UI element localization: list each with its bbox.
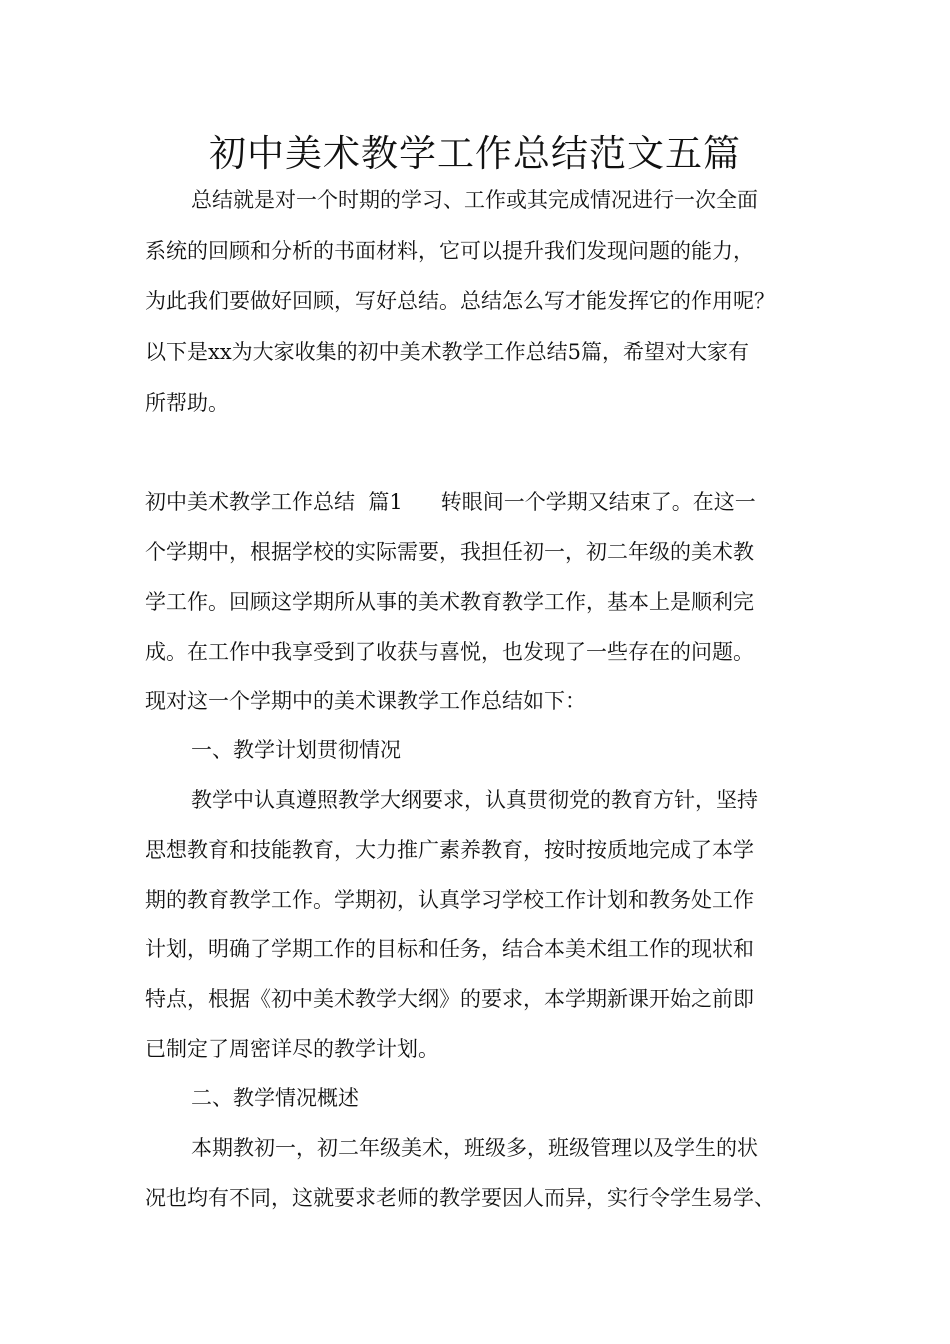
body-line: 现对这一个学期中的美术课教学工作总结如下：	[145, 689, 586, 713]
body-line: 教学中认真遵照教学大纲要求，认真贯彻党的教育方针，坚持	[191, 788, 758, 812]
intro-line: 系统的回顾和分析的书面材料，它可以提升我们发现问题的能力，	[145, 239, 754, 263]
section-first-line-text: 转眼间一个学期又结束了。在这一	[440, 490, 756, 514]
body-line: 学工作。回顾这学期所从事的美术教育教学工作，基本上是顺利完	[145, 590, 754, 614]
body-line: 况也均有不同，这就要求老师的教学要因人而异，实行令学生易学、	[145, 1186, 775, 1210]
body-line: 计划，明确了学期工作的目标和任务，结合本美术组工作的现状和	[145, 937, 754, 961]
body-line: 已制定了周密详尽的教学计划。	[145, 1037, 439, 1061]
intro-line: 总结就是对一个时期的学习、工作或其完成情况进行一次全面	[191, 188, 758, 212]
subheading-teaching-overview: 二、教学情况概述	[191, 1086, 359, 1110]
body-line: 特点，根据《初中美术教学大纲》的要求，本学期新课开始之前即	[145, 987, 754, 1011]
section-heading-line	[145, 484, 756, 520]
body-line: 成。在工作中我享受到了收获与喜悦，也发现了一些存在的问题。	[145, 640, 754, 664]
intro-line: 以下是xx为大家收集的初中美术教学工作总结5篇，希望对大家有	[145, 340, 750, 364]
intro-line: 为此我们要做好回顾，写好总结。总结怎么写才能发挥它的作用呢？	[145, 289, 775, 313]
subheading-teaching-plan: 一、教学计划贯彻情况	[191, 738, 401, 762]
document-title: 初中美术教学工作总结范文五篇	[209, 132, 741, 175]
body-line: 个学期中，根据学校的实际需要，我担任初一，初二年级的美术教	[145, 540, 754, 564]
intro-line: 所帮助。	[145, 391, 229, 415]
body-line: 思想教育和技能教育，大力推广素养教育，按时按质地完成了本学	[145, 838, 754, 862]
body-line: 期的教育教学工作。学期初，认真学习学校工作计划和教务处工作	[145, 888, 754, 912]
section-heading: 初中美术教学工作总结 篇1	[145, 490, 403, 514]
body-line: 本期教初一，初二年级美术，班级多，班级管理以及学生的状	[191, 1136, 758, 1160]
